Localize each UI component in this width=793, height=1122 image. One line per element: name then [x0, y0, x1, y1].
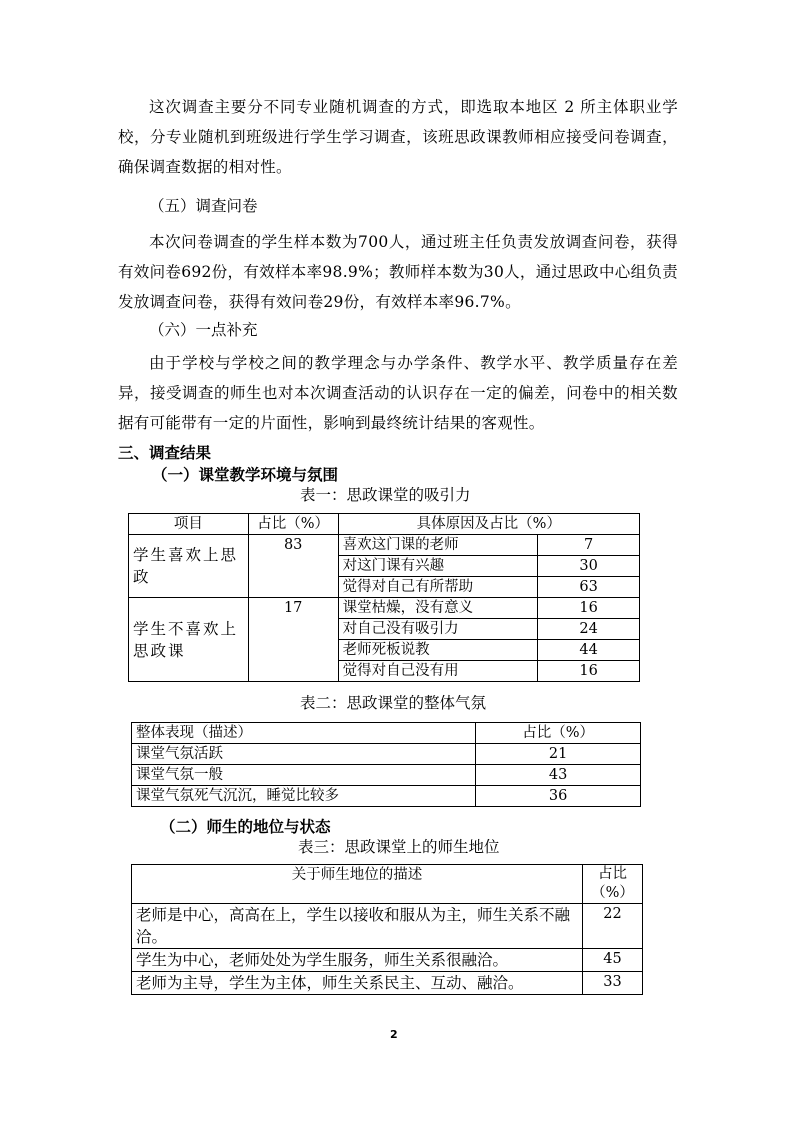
value-cell: 33: [583, 972, 643, 995]
header-ratio: 占比（%）: [248, 514, 338, 535]
table-row: [132, 786, 641, 807]
paragraph-1: 这次调查主要分不同专业随机调查的方式，即选取本地区 2 所主体职业学校，分专业随机到班级进行学生学习调查，该班思政课教师相应接受问卷调查，确保调查数据的相对性。: [118, 98, 678, 176]
value-cell: 24: [538, 619, 640, 640]
page-number: 2: [390, 1028, 398, 1041]
group-like-ratio: 83: [248, 535, 338, 598]
reason-cell: 对自己没有吸引力: [338, 619, 538, 640]
reason-cell: 喜欢这门课的老师: [338, 535, 538, 556]
table-row: [132, 723, 641, 744]
paragraph-3: 由于学校与学校之间的教学理念与办学条件、教学水平、教学质量存在差异，接受调查的师生也对本次调查活动的认识存在一定的偏差，问卷中的相关数据有可能带有一定的片面性，影响到最终统计结果的客观性。: [118, 354, 678, 432]
desc-cell: 学生为中心，老师处处为学生服务，师生关系很融洽。: [132, 949, 583, 972]
table-row: [129, 514, 640, 535]
paragraph-2: 本次问卷调查的学生样本数为700人，通过班主任负责发放调查问卷，获得有效问卷692份，有效样本率98.9%；教师样本数为30人，通过思政中心组负责发放调查问卷，获得有效问卷29份，有效样本率96.7%。: [118, 233, 678, 311]
value-cell: 22: [583, 904, 643, 949]
table-row: [132, 904, 643, 949]
value-cell: 45: [583, 949, 643, 972]
group-like-label: 学生喜欢上思政: [129, 535, 249, 598]
table-row: [129, 535, 640, 556]
header-desc: 整体表现（描述）: [132, 723, 476, 744]
table-row: [132, 949, 643, 972]
table-status: [131, 864, 643, 995]
header-ratio: 占比（%）: [583, 865, 643, 904]
heading-supplement: （六）一点补充: [149, 321, 258, 339]
section-heading-results: 三、调查结果: [118, 444, 212, 462]
subsection-heading-1: （一）课堂教学环境与氛围: [152, 466, 339, 484]
group-dislike-ratio: 17: [248, 598, 338, 682]
table-atmosphere: [131, 722, 641, 807]
value-cell: 16: [538, 598, 640, 619]
reason-cell: 老师死板说教: [338, 640, 538, 661]
header-ratio: 占比（%）: [476, 723, 641, 744]
value-cell: 44: [538, 640, 640, 661]
desc-cell: 课堂气氛一般: [132, 765, 476, 786]
value-cell: 36: [476, 786, 641, 807]
header-reason: 具体原因及占比（%）: [338, 514, 639, 535]
reason-cell: 觉得对自己有所帮助: [338, 577, 538, 598]
value-cell: 43: [476, 765, 641, 786]
subsection-heading-2: （二）师生的地位与状态: [160, 818, 331, 836]
table-attraction: [128, 513, 640, 682]
reason-cell: 课堂枯燥，没有意义: [338, 598, 538, 619]
value-cell: 16: [538, 661, 640, 682]
value-cell: 21: [476, 744, 641, 765]
desc-cell: 课堂气氛死气沉沉，睡觉比较多: [132, 786, 476, 807]
heading-survey-questionnaire: （五）调查问卷: [149, 197, 258, 215]
table-row: [132, 865, 643, 904]
table3-caption: 表三：思政课堂上的师生地位: [298, 838, 500, 856]
reason-cell: 觉得对自己没有用: [338, 661, 538, 682]
value-cell: 30: [538, 556, 640, 577]
group-dislike-label: 学生不喜欢上思政课: [129, 598, 249, 682]
reason-cell: 对这门课有兴趣: [338, 556, 538, 577]
table-row: [132, 972, 643, 995]
value-cell: 63: [538, 577, 640, 598]
value-cell: 7: [538, 535, 640, 556]
desc-cell: 老师是中心，高高在上，学生以接收和服从为主，师生关系不融洽。: [132, 904, 583, 949]
table1-caption: 表一：思政课堂的吸引力: [300, 486, 471, 504]
table2-caption: 表二：思政课堂的整体气氛: [300, 694, 487, 712]
desc-cell: 课堂气氛活跃: [132, 744, 476, 765]
table-row: [132, 744, 641, 765]
header-desc: 关于师生地位的描述: [132, 865, 583, 904]
header-item: 项目: [129, 514, 249, 535]
table-row: [132, 765, 641, 786]
desc-cell: 老师为主导，学生为主体，师生关系民主、互动、融洽。: [132, 972, 583, 995]
table-row: [129, 598, 640, 619]
